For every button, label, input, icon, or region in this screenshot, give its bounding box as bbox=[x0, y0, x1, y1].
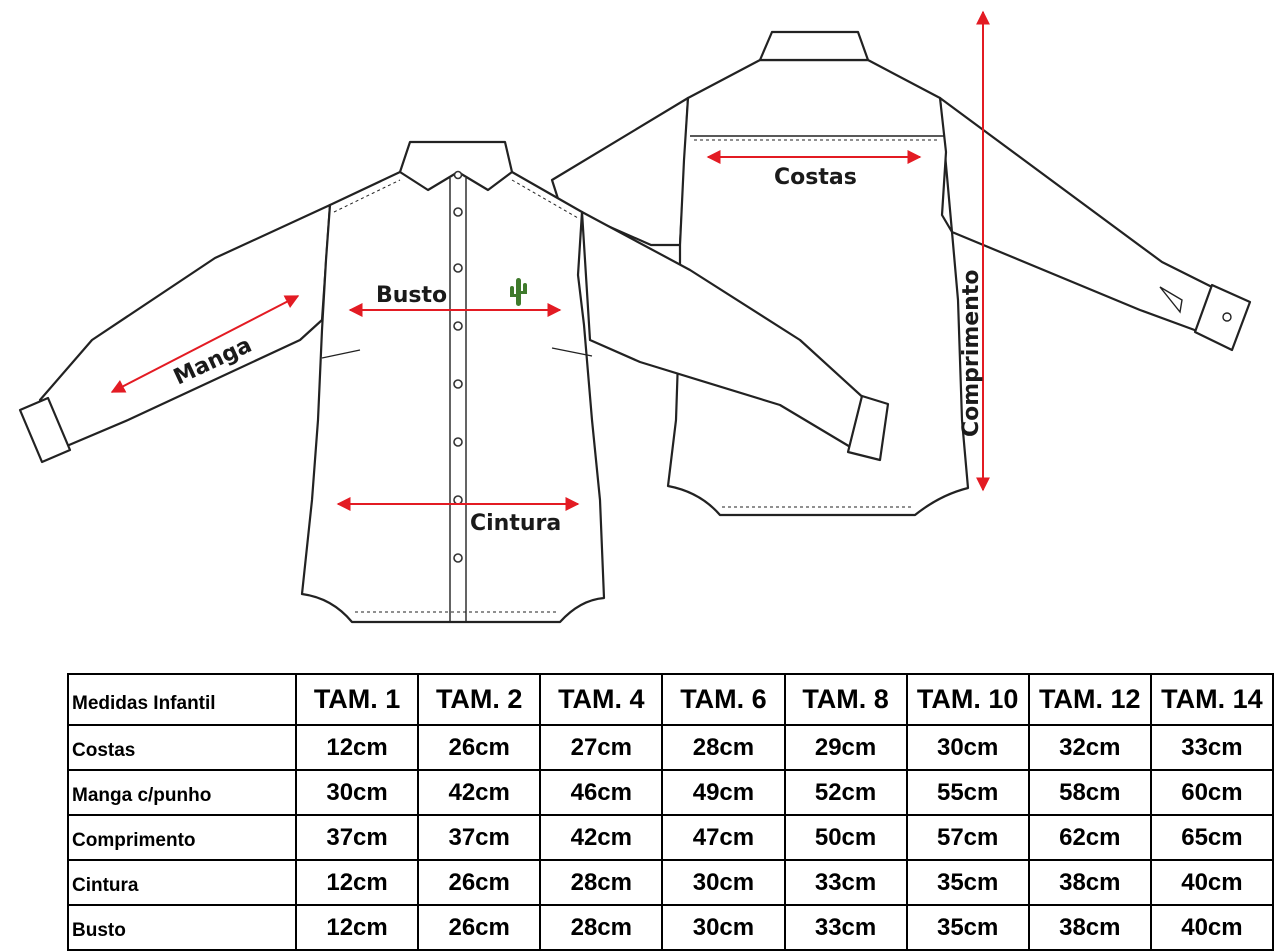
table-cell: 30cm bbox=[907, 725, 1029, 770]
size-header: TAM. 6 bbox=[662, 674, 784, 725]
table-cell: 29cm bbox=[785, 725, 907, 770]
costas-label: Costas bbox=[774, 165, 857, 190]
table-cell: 33cm bbox=[785, 860, 907, 905]
size-header: TAM. 1 bbox=[296, 674, 418, 725]
table-cell: 30cm bbox=[662, 860, 784, 905]
table-cell: 12cm bbox=[296, 860, 418, 905]
table-cell: 40cm bbox=[1151, 905, 1273, 950]
table-cell: 35cm bbox=[907, 860, 1029, 905]
table-cell: 38cm bbox=[1029, 905, 1151, 950]
row-label: Comprimento bbox=[68, 815, 296, 860]
table-cell: 28cm bbox=[540, 905, 662, 950]
table-cell: 28cm bbox=[662, 725, 784, 770]
table-cell: 30cm bbox=[296, 770, 418, 815]
table-cell: 37cm bbox=[296, 815, 418, 860]
table-cell: 26cm bbox=[418, 725, 540, 770]
table-cell: 65cm bbox=[1151, 815, 1273, 860]
table-cell: 26cm bbox=[418, 860, 540, 905]
row-label: Costas bbox=[68, 725, 296, 770]
row-label: Busto bbox=[68, 905, 296, 950]
size-header: TAM. 10 bbox=[907, 674, 1029, 725]
size-header: TAM. 2 bbox=[418, 674, 540, 725]
table-cell: 40cm bbox=[1151, 860, 1273, 905]
table-cell: 42cm bbox=[540, 815, 662, 860]
comprimento-label: Comprimento bbox=[959, 269, 984, 437]
table-cell: 52cm bbox=[785, 770, 907, 815]
size-header: TAM. 4 bbox=[540, 674, 662, 725]
manga-label: Manga bbox=[169, 332, 256, 391]
table-cell: 12cm bbox=[296, 725, 418, 770]
table-cell: 32cm bbox=[1029, 725, 1151, 770]
size-header: TAM. 12 bbox=[1029, 674, 1151, 725]
row-label: Manga c/punho bbox=[68, 770, 296, 815]
table-cell: 62cm bbox=[1029, 815, 1151, 860]
table-header-row bbox=[68, 674, 1273, 725]
table-cell: 49cm bbox=[662, 770, 784, 815]
size-header: TAM. 8 bbox=[785, 674, 907, 725]
front-body bbox=[302, 172, 604, 622]
table-row bbox=[68, 905, 1273, 950]
table-row bbox=[68, 770, 1273, 815]
table-cell: 47cm bbox=[662, 815, 784, 860]
table-corner-label: Medidas Infantil bbox=[68, 674, 296, 725]
table-cell: 57cm bbox=[907, 815, 1029, 860]
table-cell: 35cm bbox=[907, 905, 1029, 950]
table-cell: 26cm bbox=[418, 905, 540, 950]
cintura-label: Cintura bbox=[470, 511, 562, 536]
table-cell: 12cm bbox=[296, 905, 418, 950]
table-row bbox=[68, 725, 1273, 770]
table-cell: 28cm bbox=[540, 860, 662, 905]
front-left-sleeve bbox=[40, 205, 330, 448]
table-cell: 58cm bbox=[1029, 770, 1151, 815]
size-header: TAM. 14 bbox=[1151, 674, 1273, 725]
table-cell: 55cm bbox=[907, 770, 1029, 815]
table-row bbox=[68, 815, 1273, 860]
table-cell: 30cm bbox=[662, 905, 784, 950]
back-collar bbox=[760, 32, 868, 60]
table-cell: 33cm bbox=[1151, 725, 1273, 770]
table-cell: 37cm bbox=[418, 815, 540, 860]
table-cell: 38cm bbox=[1029, 860, 1151, 905]
table-cell: 27cm bbox=[540, 725, 662, 770]
table-cell: 42cm bbox=[418, 770, 540, 815]
size-chart-table bbox=[67, 673, 1274, 951]
table-cell: 46cm bbox=[540, 770, 662, 815]
row-label: Cintura bbox=[68, 860, 296, 905]
table-row bbox=[68, 860, 1273, 905]
table-cell: 33cm bbox=[785, 905, 907, 950]
table-cell: 50cm bbox=[785, 815, 907, 860]
table-cell: 60cm bbox=[1151, 770, 1273, 815]
busto-label: Busto bbox=[376, 283, 448, 308]
